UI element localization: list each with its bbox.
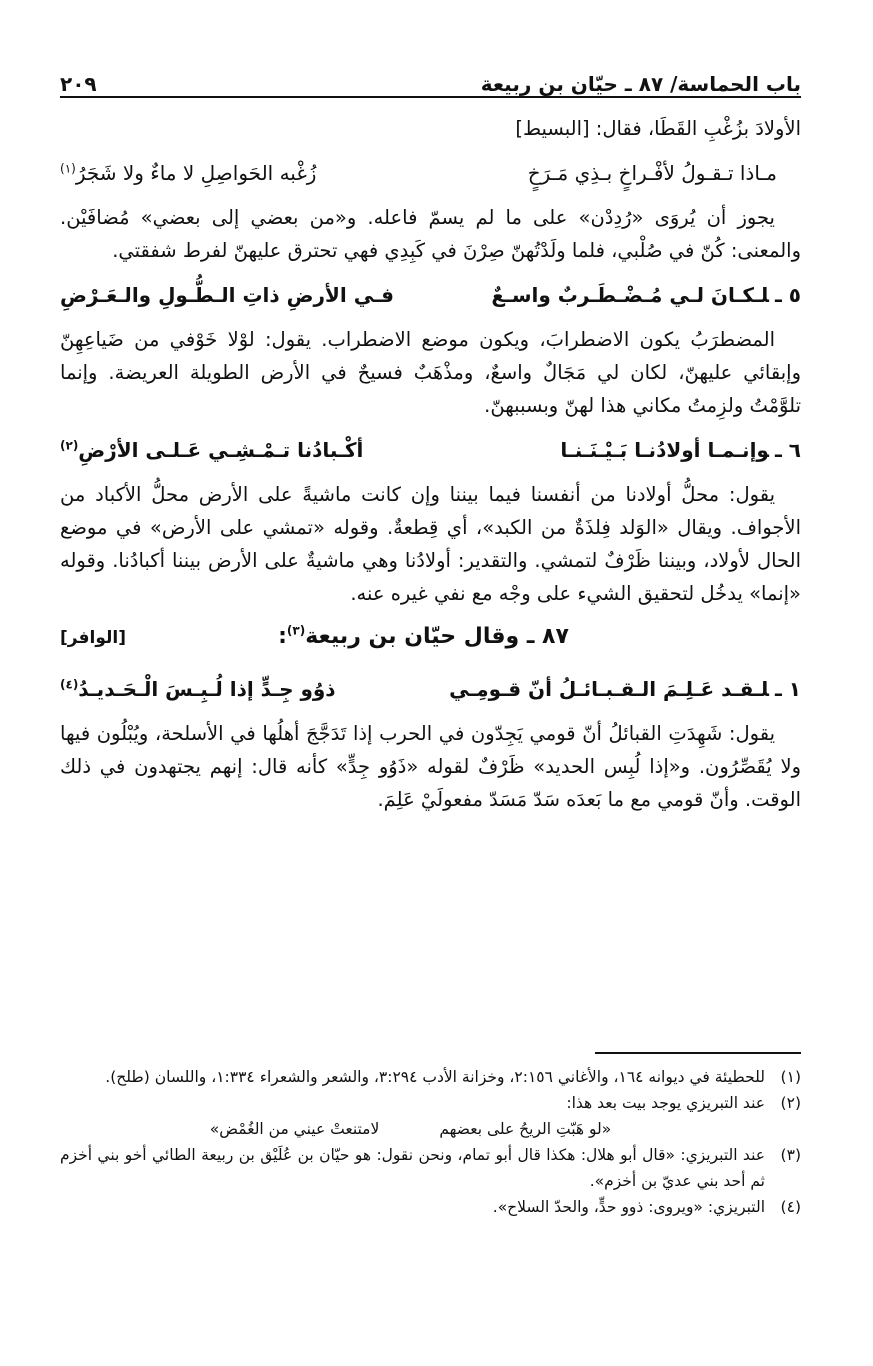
footnote — [60, 1142, 801, 1194]
commentary-paragraph: يقول: محلُّ أولادنا من أنفسنا فيما بيننا وإن كانت ماشيةً على الأرض محلُّ الأكباد من الأجواف. ويقال «الوَلد فِلذَةٌ من الكبد»، أي قِطعةٌ. وقوله «تمشي على الأرض» في موضع الحال لأولاد، وبيننا ظَرْفٌ لتمشي. والتقدير: أولادُنا وهي ماشيةٌ على الأرض بيننا أكبادُنا. وقوله «إنما» يدخُل لتحقيق الشيء على وجْه مع نفي غيره عنه. — [60, 483, 801, 605]
footnote-ref: (٤) — [60, 677, 79, 692]
verse-number: ٥ ـ — [774, 283, 801, 307]
footnote-number: (٢) — [780, 1094, 801, 1112]
footnote-text: للحطيئة في ديوانه ١٦٤، والأغاني ٢:١٥٦، وخزانة الأدب ٣:٢٩٤، والشعر والشعراء ١:٣٣٤، واللسان (طلح). — [105, 1068, 765, 1086]
verse-line — [60, 151, 801, 195]
footnotes — [60, 1064, 801, 1220]
commentary-paragraph: يجوز أن يُروَى «رُدِدْن» على ما لم يسمّ فاعله. و«من بعضي إلى بعضي» مُضافَيْن. والمعنى: كُنّ في صُلْبي، فلما ولَدْتُهنّ صِرْنَ في كَبِدِي فهي تحترق عليهنّ لفرط شفقتي. — [60, 206, 801, 262]
page-number: ٢٠٩ — [60, 72, 97, 96]
footnote-divider — [595, 1052, 801, 1054]
verse-first-hemistich — [491, 273, 801, 317]
section-title-text: ٨٧ ـ وقال حيّان بن ربيعة — [305, 624, 569, 649]
footnote-ref: (٢) — [60, 438, 79, 453]
verse-second-hemistich — [60, 151, 316, 195]
footnote — [60, 1064, 801, 1090]
page-body — [60, 112, 801, 816]
hemistich-text: ذوُو جِـدٍّ إذا لُـبِـسَ الْـحَـديـدُ — [78, 677, 336, 701]
section-colon: : — [278, 624, 287, 649]
footnote-ref: (٣) — [286, 623, 306, 638]
hemistich-text: لـكـانَ لـي مُـضْـطَـربٌ واسـعٌ — [491, 283, 769, 307]
section-heading — [60, 614, 801, 661]
section-title — [278, 614, 569, 660]
verse-second-hemistich — [60, 428, 363, 472]
hemistich-text: وإنـمـا أولادُنـا بَـيْـنَـنـا — [560, 438, 769, 462]
verse-line — [60, 667, 801, 711]
footnote-text: التبريزي: «ويروى: ذوو حدٍّ، والحدّ السلاح». — [492, 1198, 765, 1216]
intro-line: الأولادَ بزُغْبِ القَطَا، فقال: [البسيط] — [515, 117, 801, 140]
verse-line — [60, 428, 801, 472]
verse-first-hemistich — [449, 667, 801, 711]
footnote-number: (٤) — [780, 1198, 801, 1216]
verse-first-hemistich — [560, 428, 801, 472]
footnote-verse — [60, 1116, 801, 1142]
verse-line — [60, 273, 801, 317]
footnote-text: عند التبريزي: «قال أبو هلال: هكذا قال أبو تمام، ونحن نقول: هو حيّان بن عُلَيْق بن ربيعة الطائي أخو بني أخزم ثم أحد بني عديّ بن أخزم». — [60, 1146, 765, 1190]
commentary-paragraph: يقول: شَهِدَتِ القبائلُ أنّ قومي يَجِدّون في الحرب إذا تَدَجَّجَ أهلُها في الأسلحة، ويُبْلُون فيها ولا يُقَصِّرُون. و«إذا لُبِس الحديد» ظَرْفٌ لقوله «ذَوُو جِدٍّ» كأنه قال: إنهم يجتهدون في ذلك الوقت. وأنّ قومي مع ما بَعدَه سَدّ مَسَدّ مفعولَيْ عَلِمَ. — [60, 722, 801, 811]
footnote-verse-second: لامتنعتْ عيني من الغُمْض» — [209, 1120, 380, 1138]
footnote-text: عند التبريزي يوجد بيت بعد هذا: — [566, 1094, 765, 1112]
footnote-ref: (١) — [60, 161, 76, 176]
verse-number: ١ ـ — [774, 677, 801, 701]
verse-second-hemistich: فـي الأرضِ ذاتِ الـطُّـولِ والـعَـرْضِ — [60, 283, 394, 307]
footnote-number: (٣) — [780, 1146, 801, 1164]
running-title: باب الحماسة/ ٨٧ ـ حيّان بن ربيعة — [480, 72, 801, 96]
hemistich-text: أكْـبادُنا تـمْـشِـي عَـلـى الأرْضِ — [78, 438, 364, 462]
running-header — [60, 52, 801, 98]
footnote — [60, 1090, 801, 1116]
footnote-verse-first: «لو هَبّتِ الريحُ على بعضهم — [439, 1120, 612, 1138]
verse-second-hemistich — [60, 667, 336, 711]
meter-label: [الوافر] — [60, 628, 126, 648]
footnote — [60, 1194, 801, 1220]
verse-first-hemistich: مـاذا تـقـولُ لأفْـراخٍ بـذِي مَـرَخٍ — [527, 161, 777, 185]
footnote-number: (١) — [780, 1068, 801, 1086]
commentary-paragraph: المضطرَبُ يكون الاضطرابَ، ويكون موضع الاضطراب. يقول: لوْلا خَوْفي من ضَياعِهِنّ وإبقائي عليهنّ، لكان لي مَجَالٌ واسعٌ، ومذْهَبٌ فسيحٌ في الأرض الطويلة العريضة. وإنما تلوَّمْتُ ولزِمتُ مكاني هذا لهنّ وبسببهنّ. — [60, 328, 801, 417]
hemistich-text: لـقـد عَـلِـمَ الـقـبـائـلُ أنّ قـومِـي — [449, 677, 769, 701]
verse-number: ٦ ـ — [774, 438, 801, 462]
hemistich-text: زُغْبه الحَواصِلِ لا ماءٌ ولا شَجَرُ — [75, 161, 317, 185]
